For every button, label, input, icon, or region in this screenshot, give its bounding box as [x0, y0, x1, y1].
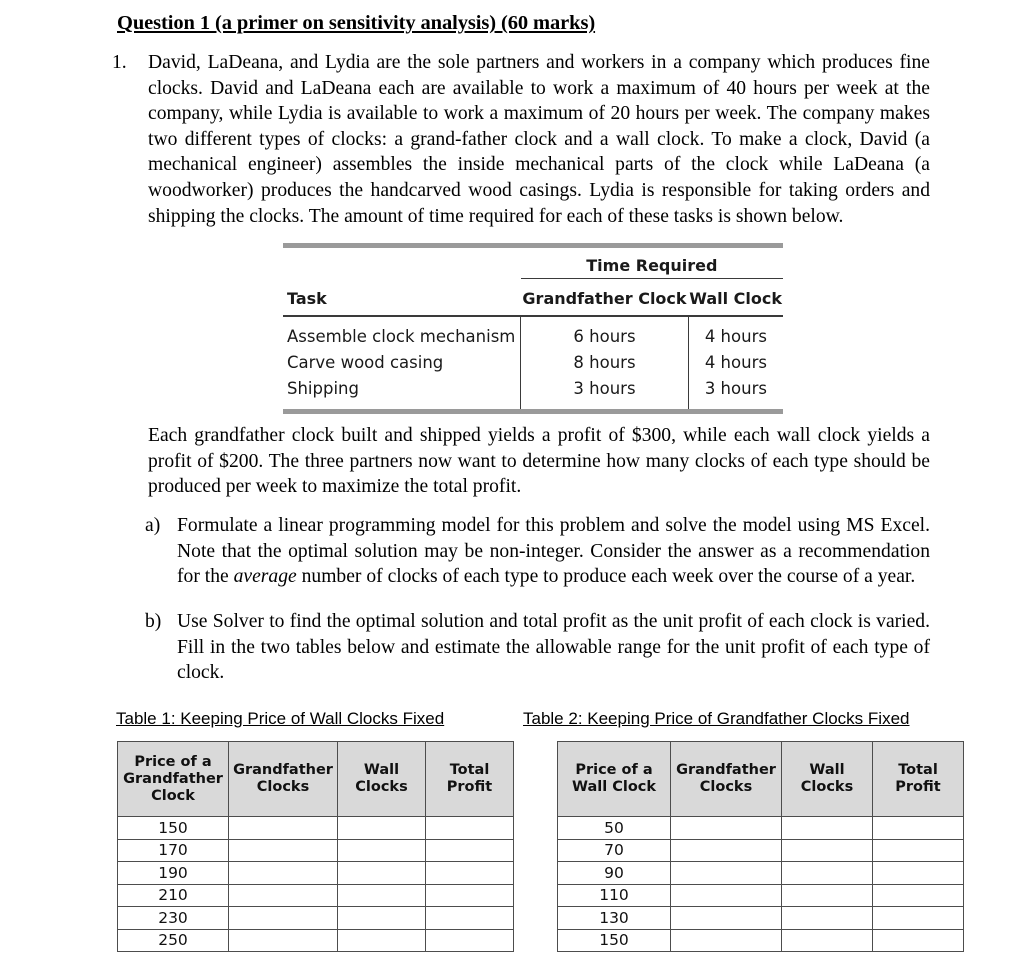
- cell-wall-clocks[interactable]: [782, 884, 873, 907]
- cell-price: 170: [118, 839, 229, 862]
- cell-wall-clocks[interactable]: [338, 817, 426, 840]
- cell-grandfather: 6 hours: [521, 317, 689, 350]
- th-grandfather-clocks: Grandfather Clocks: [229, 742, 338, 817]
- list-marker: a): [145, 515, 161, 536]
- question-item-1-text: David, LaDeana, and Lydia are the sole partners and workers in a company which produces fine clocks. David and LaDeana each are available to work a maximum of 40 hours per week at the company, while Lydia is available to work a maximum of 20 hours per week. The company makes two different types of clocks: a grand-father clock and a wall clock. To make a clock, David (a mechanical engineer) assembles the inside mechanical parts of the clock while LaDeana (a woodworker) produces the handcarved wood casings. Lydia is responsible for taking orders and shipping the clocks. The amount of time required for each of these tasks is shown below.: [148, 52, 930, 227]
- table-row: [118, 929, 514, 952]
- cell-wall-clocks[interactable]: [338, 839, 426, 862]
- table-row: [118, 862, 514, 885]
- time-required-table: [283, 243, 783, 414]
- cell-price: 210: [118, 884, 229, 907]
- table2-body: [558, 817, 964, 952]
- cell-wall-clocks[interactable]: [338, 907, 426, 930]
- cell-grandfather: 8 hours: [521, 350, 689, 376]
- table-bottom-rule: [283, 409, 783, 414]
- th-price-grandfather-clock: Price of a Grandfather Clock: [118, 742, 229, 817]
- table-row: [283, 317, 783, 350]
- item-a-text-after: number of clocks of each type to produce each week over the course of a year.: [296, 566, 916, 588]
- cell-grandfather-clocks[interactable]: [671, 884, 782, 907]
- th-total-profit: Total Profit: [873, 742, 964, 817]
- time-table-body: [283, 317, 783, 409]
- cell-grandfather-clocks[interactable]: [671, 839, 782, 862]
- cell-total-profit[interactable]: [873, 907, 964, 930]
- table1-body: [118, 817, 514, 952]
- table-row: [283, 350, 783, 376]
- cell-total-profit[interactable]: [873, 817, 964, 840]
- table-row: [118, 839, 514, 862]
- cell-total-profit[interactable]: [426, 884, 514, 907]
- list-marker: b): [145, 611, 162, 632]
- item-a-emphasis: average: [233, 566, 297, 588]
- table1-head: [118, 742, 514, 817]
- th-total-profit: Total Profit: [426, 742, 514, 817]
- rule-cell: [283, 409, 783, 414]
- cell-price: 70: [558, 839, 671, 862]
- cell-price: 230: [118, 907, 229, 930]
- cell-total-profit[interactable]: [426, 862, 514, 885]
- cell-price: 130: [558, 907, 671, 930]
- list-marker: 1.: [112, 52, 127, 73]
- cell-wall-clocks[interactable]: [782, 929, 873, 952]
- table2-grandfather-clocks-fixed: [557, 741, 964, 952]
- cell-price: 190: [118, 862, 229, 885]
- item-a-text-before: Formulate a linear programming model for this problem and solve the model using MS Excel. Note that the optimal solution may be non-integer. Consider the answer as a recommendation for the: [177, 515, 930, 588]
- th-wall-clocks: Wall Clocks: [782, 742, 873, 817]
- header-wall-clock: Wall Clock: [689, 289, 783, 308]
- cell-task: Shipping: [287, 378, 359, 398]
- cell-wall: 4 hours: [688, 317, 783, 350]
- table-row: [558, 907, 964, 930]
- cell-wall-clocks[interactable]: [338, 929, 426, 952]
- table1-header-row: [118, 742, 514, 817]
- cell-grandfather-clocks[interactable]: [229, 862, 338, 885]
- time-required-span-header: Time Required: [521, 248, 783, 279]
- cell-price: 90: [558, 862, 671, 885]
- question-item-b-text: Use Solver to find the optimal solution and total profit as the unit profit of each clock is varied. Fill in the two tables below and estimate the allowable range for the unit profit of each type of clock.: [177, 611, 930, 684]
- header-grandfather-clock: Grandfather Clock: [522, 289, 687, 308]
- cell-grandfather-clocks[interactable]: [229, 884, 338, 907]
- time-table-span-row: [283, 248, 783, 279]
- cell-wall: 3 hours: [688, 376, 783, 409]
- cell-price: 110: [558, 884, 671, 907]
- cell-grandfather-clocks[interactable]: [671, 929, 782, 952]
- page-title: Question 1 (a primer on sensitivity analysis) (60 marks): [117, 12, 596, 34]
- time-table-header-row: [283, 279, 783, 316]
- cell-price: 250: [118, 929, 229, 952]
- cell-grandfather: 3 hours: [521, 376, 689, 409]
- cell-wall-clocks[interactable]: [338, 884, 426, 907]
- cell-grandfather-clocks[interactable]: [671, 907, 782, 930]
- cell-grandfather-clocks[interactable]: [671, 817, 782, 840]
- cell-grandfather-clocks[interactable]: [229, 907, 338, 930]
- cell-grandfather-clocks[interactable]: [229, 817, 338, 840]
- table-row: [558, 817, 964, 840]
- question-item-b: [145, 609, 930, 686]
- cell-wall-clocks[interactable]: [782, 862, 873, 885]
- cell-grandfather-clocks[interactable]: [229, 929, 338, 952]
- table-row: [558, 862, 964, 885]
- cell-task: Carve wood casing: [287, 352, 444, 372]
- cell-wall-clocks[interactable]: [338, 862, 426, 885]
- cell-total-profit[interactable]: [426, 817, 514, 840]
- cell-total-profit[interactable]: [426, 907, 514, 930]
- cell-total-profit[interactable]: [426, 839, 514, 862]
- cell-total-profit[interactable]: [873, 862, 964, 885]
- table-row: [283, 376, 783, 409]
- th-grandfather-clocks: Grandfather Clocks: [671, 742, 782, 817]
- table2-header-row: [558, 742, 964, 817]
- cell-task: Assemble clock mechanism: [287, 326, 516, 346]
- table-row: [558, 839, 964, 862]
- cell-total-profit[interactable]: [873, 839, 964, 862]
- question-item-a: [145, 513, 930, 590]
- cell-wall-clocks[interactable]: [782, 839, 873, 862]
- cell-total-profit[interactable]: [873, 929, 964, 952]
- cell-total-profit[interactable]: [873, 884, 964, 907]
- table1-caption: Table 1: Keeping Price of Wall Clocks Fixed: [116, 709, 445, 728]
- cell-grandfather-clocks[interactable]: [671, 862, 782, 885]
- cell-wall-clocks[interactable]: [782, 907, 873, 930]
- table2-head: [558, 742, 964, 817]
- cell-wall: 4 hours: [688, 350, 783, 376]
- cell-price: 150: [118, 817, 229, 840]
- cell-wall-clocks[interactable]: [782, 817, 873, 840]
- table2-caption: Table 2: Keeping Price of Grandfather Clocks Fixed: [523, 709, 910, 728]
- cell-price: 150: [558, 929, 671, 952]
- table-row: [118, 817, 514, 840]
- table-row: [558, 884, 964, 907]
- question-item-1: [112, 50, 930, 229]
- cell-price: 50: [558, 817, 671, 840]
- profit-paragraph: Each grandfather clock built and shipped yields a profit of $300, while each wall clock yields a profit of $200. The three partners now want to determine how many clocks of each type should be produced per week to maximize the total profit.: [148, 425, 930, 498]
- cell-total-profit[interactable]: [426, 929, 514, 952]
- table-row: [118, 907, 514, 930]
- question-item-a-text: [177, 513, 930, 590]
- th-price-wall-clock: Price of a Wall Clock: [558, 742, 671, 817]
- cell-grandfather-clocks[interactable]: [229, 839, 338, 862]
- table-row: [118, 884, 514, 907]
- th-wall-clocks: Wall Clocks: [338, 742, 426, 817]
- table1-wall-clocks-fixed: [117, 741, 514, 952]
- table-row: [558, 929, 964, 952]
- spacer-cell: [283, 248, 521, 279]
- header-task: Task: [287, 288, 327, 308]
